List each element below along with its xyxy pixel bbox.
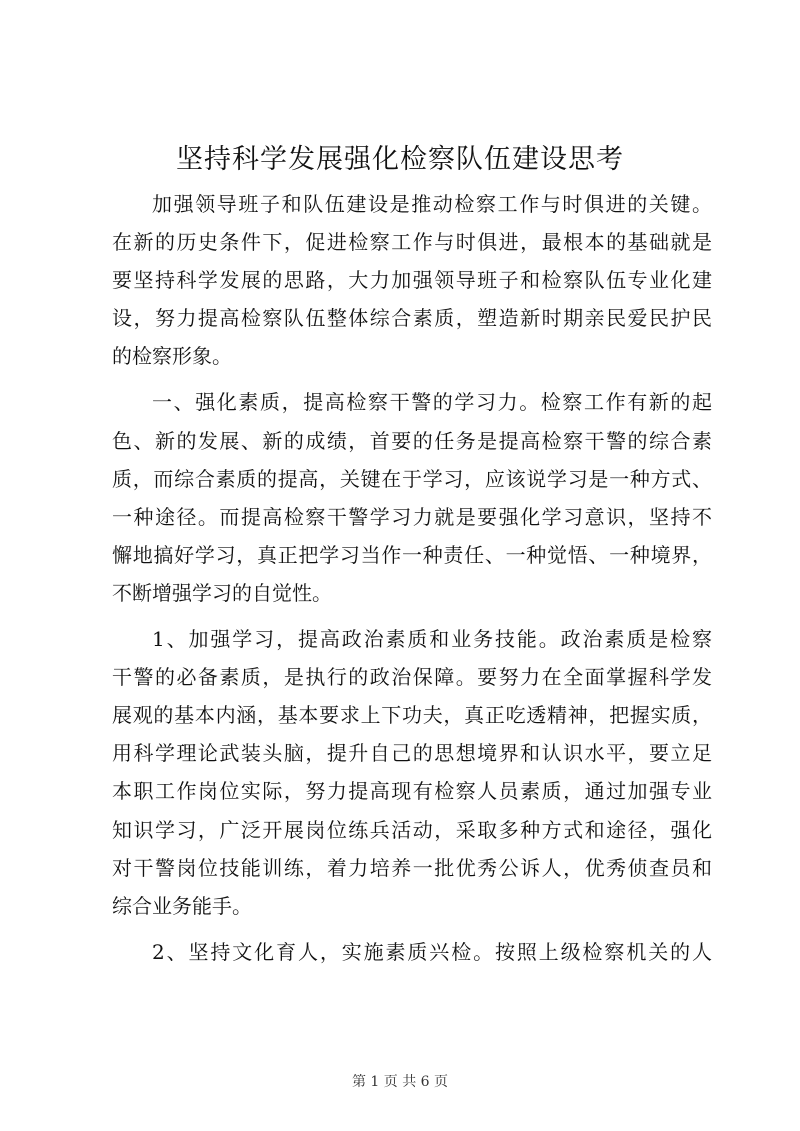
text-line: 要坚持科学发展的思路，大力加强领导班子和检察队伍专业化建 [112,268,712,293]
text-line: 用科学理论武装头脑，提升自己的思想境界和认识水平，要立足 [112,741,712,766]
document-body [112,185,712,971]
text-line: 设，努力提高检察队伍整体综合素质，塑造新时期亲民爱民护民 [112,306,712,331]
paragraph [112,933,712,971]
text-line: 1、加强学习，提高政治素质和业务技能。政治素质是检察 [152,627,712,652]
text-line: 本职工作岗位实际，努力提高现有检察人员素质，通过加强专业 [112,779,712,804]
text-line: 一种途径。而提高检察干警学习力就是要强化学习意识，坚持不 [112,504,712,529]
text-line: 在新的历史条件下，促进检察工作与时俱进，最根本的基础就是 [112,230,712,255]
document-title: 坚持科学发展强化检察队伍建设思考 [176,144,624,175]
text-line: 2、坚持文化育人，实施素质兴检。按照上级检察机关的人 [152,939,712,964]
text-line: 展观的基本内涵，基本要求上下功夫，真正吃透精神，把握实质， [112,703,712,728]
paragraph [112,185,712,375]
text-line: 懈地搞好学习，真正把学习当作一种责任、一种觉悟、一种境界， [112,542,712,567]
text-line: 色、新的发展、新的成绩，首要的任务是提高检察干警的综合素 [112,428,712,453]
text-line: 综合业务能手。 [112,893,252,918]
paragraph [112,383,712,612]
text-line: 质，而综合素质的提高，关键在于学习，应该说学习是一种方式、 [112,466,712,491]
text-line: 干警的必备素质，是执行的政治保障。要努力在全面掌握科学发 [112,665,712,690]
paragraph [112,620,712,925]
text-line: 的检察形象。 [112,344,232,369]
text-line: 不断增强学习的自觉性。 [112,580,332,605]
text-line: 对干警岗位技能训练，着力培养一批优秀公诉人，优秀侦查员和 [112,855,712,880]
text-line: 一、强化素质，提高检察干警的学习力。检察工作有新的起 [152,390,712,415]
page-footer: 第 1 页 共 6 页 [351,1074,449,1090]
text-line: 知识学习，广泛开展岗位练兵活动，采取多种方式和途径，强化 [112,817,712,842]
text-line: 加强领导班子和队伍建设是推动检察工作与时俱进的关键。 [152,192,712,216]
